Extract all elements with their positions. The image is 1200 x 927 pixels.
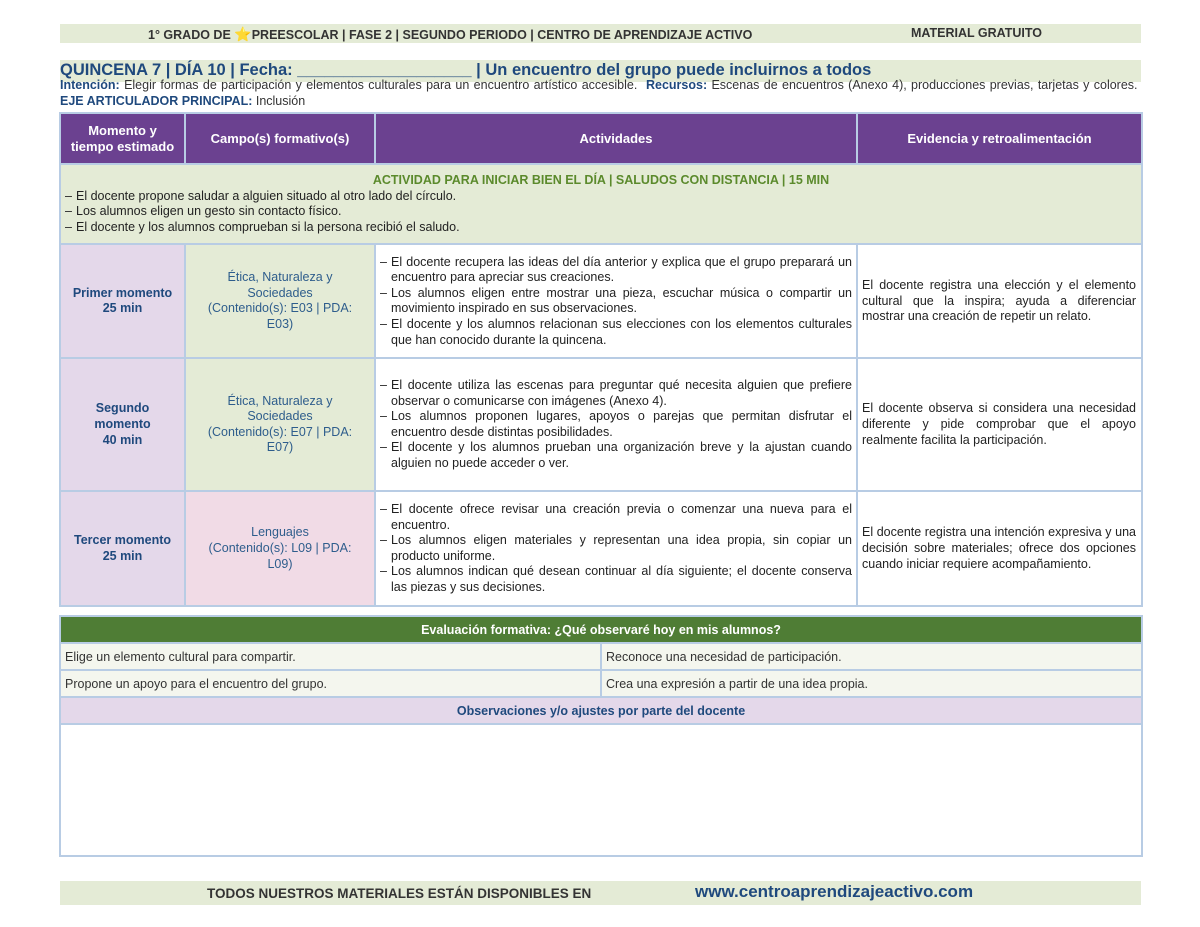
momento-time: 25 min bbox=[102, 301, 143, 316]
header-free-material: MATERIAL GRATUITO bbox=[911, 26, 1043, 40]
list-item: – El docente recupera las ideas del día anterior y explica que el grupo preparará un encuentro para apreciar sus creaciones. bbox=[380, 255, 852, 286]
evaluation-item: Propone un apoyo para el encuentro del grupo. bbox=[60, 670, 601, 697]
footer-text: TODOS NUESTROS MATERIALES ESTÁN DISPONIBLES EN bbox=[207, 886, 592, 901]
inicio-cell bbox=[60, 164, 1142, 244]
header-actividades: Actividades bbox=[375, 113, 857, 164]
momento-time: 25 min bbox=[102, 548, 143, 563]
momento-time: 40 min bbox=[102, 432, 143, 447]
list-item: – Los alumnos eligen un gesto sin contacto físico. bbox=[65, 204, 1137, 220]
momento-cell bbox=[60, 491, 185, 606]
plan-table bbox=[59, 112, 1143, 607]
resources-label: Recursos: bbox=[645, 78, 708, 92]
footer-band bbox=[60, 881, 1141, 905]
axis-text: Inclusión bbox=[255, 93, 306, 108]
table-row bbox=[60, 244, 1142, 358]
header-momento bbox=[60, 113, 185, 164]
inicio-row bbox=[60, 164, 1142, 244]
header-prefix: 1° GRADO DE bbox=[148, 28, 235, 42]
momento-label: Primer momento bbox=[72, 285, 173, 300]
table-row bbox=[60, 358, 1142, 491]
campo-cell bbox=[185, 358, 375, 491]
momento-cell bbox=[60, 244, 185, 358]
list-item: – El docente y los alumnos comprueban si la persona recibió el saludo. bbox=[65, 220, 1137, 236]
campo-line: (Contenido(s): E03 | PDA: bbox=[207, 301, 353, 316]
observations-area[interactable] bbox=[60, 724, 1142, 856]
resources-text: Escenas de encuentros (Anexo 4), producciones previas, tarjetas y colores. bbox=[711, 78, 1138, 92]
page-title: QUINCENA 7 | DÍA 10 | Fecha: ___________________ | Un encuentro del grupo puede incluirnos a todos bbox=[60, 61, 872, 79]
actividades-cell bbox=[375, 491, 857, 606]
list-item: – Los alumnos proponen lugares, apoyos o parejas que permitan disfrutar el encuentro desde distintas posibilidades. bbox=[380, 409, 852, 440]
evidencia-cell: El docente registra una intención expresiva y una decisión sobre materiales; ofrece dos opciones cuando iniciar requiere acompañamiento. bbox=[857, 491, 1142, 606]
campo-line: Ética, Naturaleza y bbox=[227, 393, 333, 408]
footer-url-link[interactable]: www.centroaprendizajeactivo.com bbox=[695, 882, 974, 901]
momento-label: Segundo bbox=[95, 401, 150, 416]
evaluation-item: Reconoce una necesidad de participación. bbox=[601, 643, 1142, 670]
campo-line: L09) bbox=[267, 556, 293, 571]
list-item: – El docente y los alumnos prueban una organización breve y la ajustan cuando alguien no puede acceder o ver. bbox=[380, 440, 852, 471]
evaluation-item: Elige un elemento cultural para compartir. bbox=[60, 643, 601, 670]
list-item: – El docente utiliza las escenas para preguntar qué necesita alguien que prefiere observar o comunicarse con imágenes (Anexo 4). bbox=[380, 378, 852, 409]
inicio-list bbox=[65, 189, 1137, 236]
intention-label: Intención: bbox=[60, 78, 120, 92]
actividades-list bbox=[380, 502, 852, 596]
list-item: – Los alumnos indican qué desean continuar al día siguiente; el docente conserva las piezas y sus decisiones. bbox=[380, 564, 852, 595]
campo-line: Lenguajes bbox=[251, 525, 309, 540]
observations-heading: Observaciones y/o ajustes por parte del docente bbox=[60, 697, 1142, 724]
actividades-cell bbox=[375, 244, 857, 358]
list-item: – El docente propone saludar a alguien situado al otro lado del círculo. bbox=[65, 189, 1137, 205]
campo-cell bbox=[185, 244, 375, 358]
evidencia-cell: El docente observa si considera una necesidad diferente y pide comprobar que el apoyo realmente facilita la participación. bbox=[857, 358, 1142, 491]
intent-paragraph bbox=[60, 78, 1141, 109]
campo-line: Sociedades bbox=[247, 409, 313, 424]
axis-label: EJE ARTICULADOR PRINCIPAL: bbox=[60, 93, 253, 108]
header-campo: Campo(s) formativo(s) bbox=[185, 113, 375, 164]
campo-line: Sociedades bbox=[247, 285, 313, 300]
list-item: – Los alumnos eligen materiales y representan una idea propia, sin copiar un producto uniforme. bbox=[380, 533, 852, 564]
header-title bbox=[148, 26, 752, 43]
list-item: – El docente y los alumnos relacionan sus elecciones con los elementos culturales que han conocido durante la quincena. bbox=[380, 317, 852, 348]
list-item: – El docente ofrece revisar una creación previa o comenzar una nueva para el encuentro. bbox=[380, 502, 852, 533]
momento-label: Tercer momento bbox=[73, 533, 171, 548]
header-main: PREESCOLAR | FASE 2 | SEGUNDO PERIODO | CENTRO DE APRENDIZAJE ACTIVO bbox=[251, 28, 753, 42]
campo-line: (Contenido(s): L09 | PDA: bbox=[208, 541, 352, 556]
evaluation-item: Crea una expresión a partir de una idea propia. bbox=[601, 670, 1142, 697]
intention-text: Elegir formas de participación y elementos culturales para un encuentro artístico accesible. bbox=[124, 78, 638, 92]
actividades-cell bbox=[375, 358, 857, 491]
evaluation-table bbox=[59, 615, 1143, 857]
actividades-list bbox=[380, 378, 852, 472]
header-evidencia: Evidencia y retroalimentación bbox=[857, 113, 1142, 164]
table-row bbox=[60, 491, 1142, 606]
campo-line: Ética, Naturaleza y bbox=[227, 270, 333, 285]
campo-line: (Contenido(s): E07 | PDA: bbox=[207, 424, 353, 439]
evaluation-heading: Evaluación formativa: ¿Qué observaré hoy en mis alumnos? bbox=[60, 616, 1142, 643]
momento-cell bbox=[60, 358, 185, 491]
campo-cell bbox=[185, 491, 375, 606]
header-momento-line2: tiempo estimado bbox=[70, 138, 175, 154]
momento-label-2: momento bbox=[94, 417, 151, 432]
table-header-row bbox=[60, 113, 1142, 164]
campo-line: E03) bbox=[266, 316, 294, 331]
campo-line: E07) bbox=[266, 440, 294, 455]
header-momento-line1: Momento y bbox=[88, 122, 157, 138]
evidencia-cell: El docente registra una elección y el elemento cultural que la inspira; ayuda a diferenciar mostrar una creación de repetir un relato. bbox=[857, 244, 1142, 358]
list-item: – Los alumnos eligen entre mostrar una pieza, escuchar música o compartir un movimiento inspirado en sus observaciones. bbox=[380, 286, 852, 317]
actividades-list bbox=[380, 255, 852, 349]
star-icon: ⭐ bbox=[234, 26, 252, 42]
inicio-heading: ACTIVIDAD PARA INICIAR BIEN EL DÍA | SALUDOS CON DISTANCIA | 15 MIN bbox=[372, 173, 830, 187]
header-band bbox=[60, 24, 1141, 43]
